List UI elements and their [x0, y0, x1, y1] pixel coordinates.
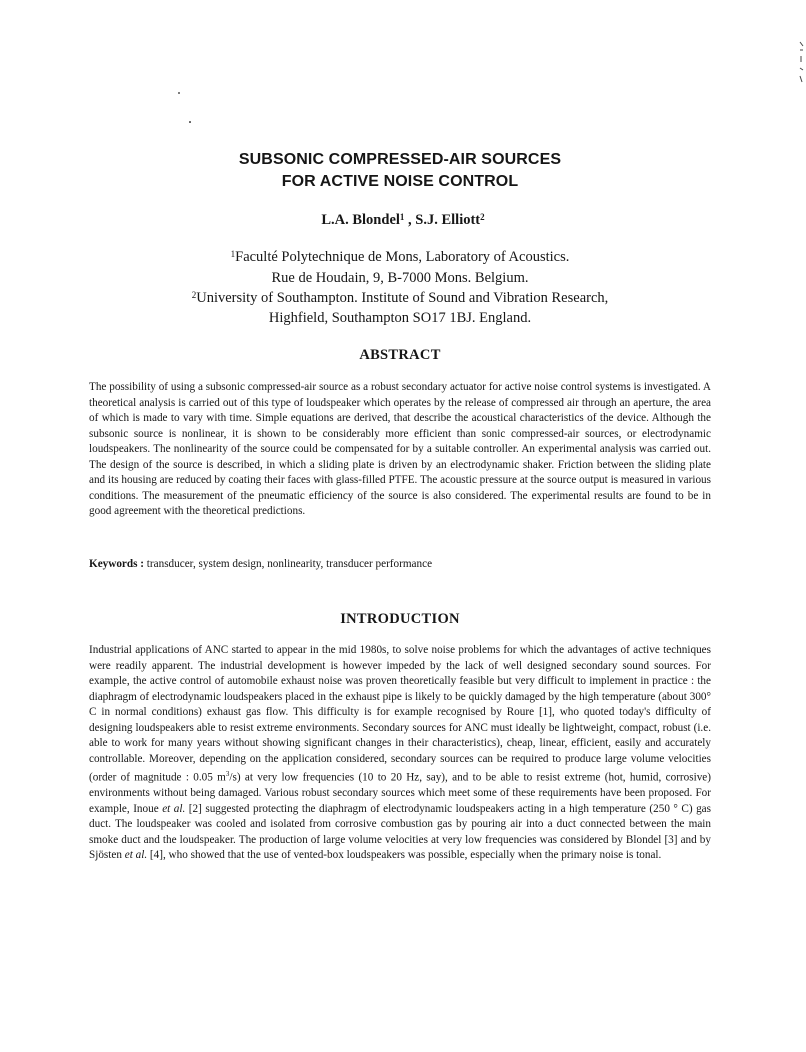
intro-italic-etal: et al. — [162, 802, 186, 815]
scan-speck — [178, 92, 180, 94]
intro-superscript: 3 — [225, 770, 230, 778]
abstract-heading: ABSTRACT — [359, 347, 441, 363]
intro-text-segment: [2] suggested protecting the diaphragm of electrodynamic loudspeakers acting in a high temperature (250 ° C) gas duct. The loudspeaker was cooled and isolated from corrosive combustion gas by pouring air into a duct connected between the main smoke duct and the loudspeaker. The production of large volume velocities at very low frequencies was considered by Blondel [3] and by Sjösten — [89, 802, 712, 862]
intro-italic-etal: et al. — [124, 849, 148, 862]
author-name: L.A. Blondel — [321, 212, 400, 228]
affiliation-line: Highfield, Southampton SO17 1BJ. England. — [268, 310, 532, 326]
author-affiliation-mark: 1 — [399, 212, 405, 222]
affiliation-line — [0, 247, 800, 268]
affiliation-line — [0, 288, 800, 309]
intro-text-segment: /s) at very low frequencies (10 to 20 Hz, say), and to be able to resist extreme (hot, humid, corrosive) environments without being damaged. Various robust secondary sources which meet some of these requirements have been proposed. For example, Inoue — [89, 771, 711, 815]
affiliation-line: Rue de Houdain, 9, B-7000 Mons. Belgium. — [271, 270, 529, 286]
intro-text-segment: Industrial applications of ANC started to appear in the mid 1980s, to solve noise problems for which the advantages of active techniques were readily apparent. The industrial development is however impeded by the lack of well designed secondary sound sources. For example, the active control of automobile exhaust noise was proven theoretically feasible but very difficult to implement in practice : the diaphragm of electrodynamic loudspeakers placed in the exhaust pipe is likely to be quickly damaged by the high temperature (about 300° C in normal conditions) exhaust gas flow. This difficulty is for example recognised by Roure [1], who quoted today's difficulty of designing loudspeakers able to resist extreme environments. Secondary sources for ANC must ideally be lightweight, compact, robust (i.e. able to work for many years without showing significant changes in their characteristics), cheap, linear, efficient, easily and accurately controllable. Moreover, depending on the application considered, secondary sources can be required to produce large volume velocities (order of magnitude : 0.05 m — [89, 644, 711, 784]
paper-title-line2: FOR ACTIVE NOISE CONTROL — [281, 173, 519, 190]
page-edge-mark — [798, 40, 804, 86]
paper-title-line1: SUBSONIC COMPRESSED-AIR SOURCES — [238, 151, 562, 168]
keywords-label: Keywords : — [89, 558, 144, 570]
introduction-paragraph — [89, 643, 711, 864]
affiliation-mark: 2 — [191, 290, 197, 300]
abstract-paragraph: The possibility of using a subsonic compressed-air source as a robust secondary actuator for active noise control systems is investigated. A theoretical analysis is carried out of this type of loudspeaker which operates by the release of compressed air through an aperture, the area of which is made to vary with time. Simple equations are derived, that describe the acoustical characteristics of the device. Although the subsonic source is nonlinear, it is shown to be considerably more efficient than sonic compressed-air sources, or electrodynamic loudspeakers. The nonlinearity of the source could be compensated for by a suitable controller. An experimental analysis was carried out. The design of the source is described, in which a sliding plate is driven by an electrodynamic shaker. Friction between the sliding plate and its housing are reduced by coating their faces with glass-filled PTFE. The acoustic pressure at the source output is measured in various conditions. The measurement of the pneumatic efficiency of the source is also considered. The experimental results are found to be in good agreement with the theoretical predictions. — [89, 381, 711, 517]
scan-speck — [189, 121, 191, 123]
author-separator: , — [404, 212, 416, 228]
affiliation-mark: 1 — [230, 249, 236, 259]
keywords-line — [89, 557, 711, 573]
edge-scan-artifact — [798, 40, 804, 86]
introduction-heading: INTRODUCTION — [340, 611, 460, 627]
author-name: S.J. Elliott — [415, 212, 481, 228]
author-affiliation-mark: 2 — [480, 212, 485, 222]
author-list — [0, 209, 806, 231]
affiliation-text: Faculté Polytechnique de Mons, Laboratory of Acoustics. — [235, 249, 570, 265]
keywords-list: transducer, system design, nonlinearity, transducer performance — [144, 558, 433, 570]
affiliation-text: University of Southampton. Institute of Sound and Vibration Research, — [196, 290, 609, 306]
intro-text-segment: [4], who showed that the use of vented-box loudspeakers was possible, especially when the primary noise is tonal. — [147, 849, 662, 862]
